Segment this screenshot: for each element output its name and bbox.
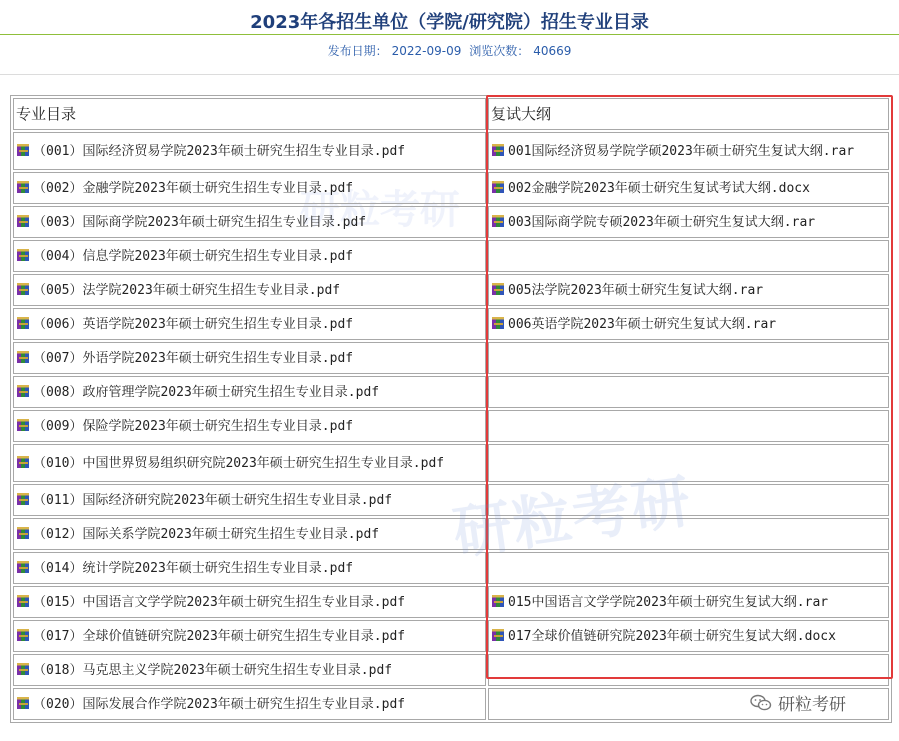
outline-cell (488, 172, 889, 204)
outline-cell (488, 132, 889, 170)
table-header-row (13, 98, 889, 130)
table-row (13, 444, 889, 482)
catalog-file-link[interactable]: （007）外语学院2023年硕士研究生招生专业目录.pdf (33, 350, 354, 366)
outline-cell (488, 376, 889, 408)
winrar-books-icon (16, 560, 31, 574)
catalog-cell (13, 410, 486, 442)
table-row (13, 518, 889, 550)
page-title: 2023年各招生单位（学院/研究院）招生专业目录 (250, 12, 649, 33)
winrar-books-icon (16, 662, 31, 676)
table-row (13, 132, 889, 170)
catalog-file-link[interactable]: （010）中国世界贸易组织研究院2023年硕士研究生招生专业目录.pdf (33, 455, 445, 471)
page-header (0, 0, 899, 70)
winrar-books-icon (491, 143, 506, 157)
outline-cell (488, 410, 889, 442)
catalog-cell (13, 444, 486, 482)
table-row (13, 376, 889, 408)
views-count: 40669 (533, 44, 572, 58)
winrar-books-icon (491, 594, 506, 608)
outline-file-link[interactable]: 017全球价值链研究院2023年硕士研究生复试大纲.docx (508, 628, 836, 644)
winrar-books-icon (16, 248, 31, 262)
catalog-file-link[interactable]: （015）中国语言文学学院2023年硕士研究生招生专业目录.pdf (33, 594, 406, 610)
catalog-cell (13, 654, 486, 686)
winrar-books-icon (16, 418, 31, 432)
catalog-file-link[interactable]: （014）统计学院2023年硕士研究生招生专业目录.pdf (33, 560, 354, 576)
catalog-cell (13, 240, 486, 272)
catalog-file-link[interactable]: （012）国际关系学院2023年硕士研究生招生专业目录.pdf (33, 526, 380, 542)
column-header-outline: 复试大纲 (488, 98, 889, 130)
winrar-books-icon (16, 455, 31, 469)
catalog-cell (13, 484, 486, 516)
outline-cell (488, 342, 889, 374)
outline-file-link[interactable]: 003国际商学院专硕2023年硕士研究生复试大纲.rar (508, 214, 816, 230)
catalog-cell (13, 342, 486, 374)
winrar-books-icon (16, 492, 31, 506)
outline-cell (488, 444, 889, 482)
catalog-file-link[interactable]: （017）全球价值链研究院2023年硕士研究生招生专业目录.pdf (33, 628, 406, 644)
catalog-file-link[interactable]: （008）政府管理学院2023年硕士研究生招生专业目录.pdf (33, 384, 380, 400)
winrar-books-icon (491, 316, 506, 330)
catalog-cell (13, 552, 486, 584)
winrar-books-icon (16, 384, 31, 398)
outline-cell (488, 274, 889, 306)
catalog-file-link[interactable]: （001）国际经济贸易学院2023年硕士研究生招生专业目录.pdf (33, 143, 406, 159)
outline-cell (488, 654, 889, 686)
catalog-file-link[interactable]: （002）金融学院2023年硕士研究生招生专业目录.pdf (33, 180, 354, 196)
catalog-cell (13, 586, 486, 618)
table-row (13, 552, 889, 584)
catalog-file-link[interactable]: （011）国际经济研究院2023年硕士研究生招生专业目录.pdf (33, 492, 393, 508)
outline-file-link[interactable]: 002金融学院2023年硕士研究生复试考试大纲.docx (508, 180, 810, 196)
catalog-file-link[interactable]: （005）法学院2023年硕士研究生招生专业目录.pdf (33, 282, 341, 298)
winrar-books-icon (491, 180, 506, 194)
table-row (13, 240, 889, 272)
winrar-books-icon (16, 628, 31, 642)
outline-cell (488, 552, 889, 584)
winrar-books-icon (491, 282, 506, 296)
catalog-file-link[interactable]: （018）马克思主义学院2023年硕士研究生招生专业目录.pdf (33, 662, 393, 678)
catalog-cell (13, 132, 486, 170)
winrar-books-icon (491, 214, 506, 228)
outline-cell (488, 518, 889, 550)
publish-label: 发布日期： (327, 44, 388, 58)
watermark-center: 研粒考研 (449, 466, 697, 568)
winrar-books-icon (16, 350, 31, 364)
catalog-rows (13, 132, 889, 720)
brand-badge (750, 690, 846, 715)
winrar-books-icon (16, 143, 31, 157)
winrar-books-icon (491, 628, 506, 642)
catalog-cell (13, 688, 486, 720)
catalog-cell (13, 274, 486, 306)
catalog-file-link[interactable]: （003）国际商学院2023年硕士研究生招生专业目录.pdf (33, 214, 367, 230)
outline-file-link[interactable]: 005法学院2023年硕士研究生复试大纲.rar (508, 282, 764, 298)
winrar-books-icon (16, 282, 31, 296)
outline-cell (488, 484, 889, 516)
outline-cell (488, 240, 889, 272)
winrar-books-icon (16, 316, 31, 330)
outline-cell (488, 308, 889, 340)
views-label: 浏览次数： (469, 44, 530, 58)
catalog-file-link[interactable]: （006）英语学院2023年硕士研究生招生专业目录.pdf (33, 316, 354, 332)
table-row (13, 274, 889, 306)
catalog-cell (13, 620, 486, 652)
header-divider (0, 74, 899, 75)
winrar-books-icon (16, 526, 31, 540)
table-row (13, 654, 889, 686)
brand-name: 研粒考研 (778, 695, 846, 715)
column-header-catalog: 专业目录 (13, 98, 486, 130)
table-row (13, 410, 889, 442)
table-row (13, 308, 889, 340)
table-row (13, 484, 889, 516)
outline-file-link[interactable]: 015中国语言文学学院2023年硕士研究生复试大纲.rar (508, 594, 829, 610)
table-row (13, 206, 889, 238)
outline-cell (488, 620, 889, 652)
outline-file-link[interactable]: 001国际经济贸易学院学硕2023年硕士研究生复试大纲.rar (508, 143, 855, 159)
catalog-cell (13, 206, 486, 238)
winrar-books-icon (16, 594, 31, 608)
watermark-top: 研粒考研 (300, 187, 460, 233)
table-row (13, 172, 889, 204)
outline-cell (488, 586, 889, 618)
outline-cell (488, 206, 889, 238)
winrar-books-icon (16, 696, 31, 710)
catalog-file-link[interactable]: （009）保险学院2023年硕士研究生招生专业目录.pdf (33, 418, 354, 434)
outline-file-link[interactable]: 006英语学院2023年硕士研究生复试大纲.rar (508, 316, 777, 332)
table-row (13, 620, 889, 652)
table-row (13, 586, 889, 618)
table-row (13, 342, 889, 374)
wechat-icon (750, 694, 772, 712)
title-divider (0, 34, 899, 35)
catalog-cell (13, 376, 486, 408)
winrar-books-icon (16, 214, 31, 228)
publish-date: 2022-09-09 (391, 44, 462, 58)
meta-line (0, 42, 899, 59)
catalog-file-link[interactable]: （020）国际发展合作学院2023年硕士研究生招生专业目录.pdf (33, 696, 406, 712)
catalog-cell (13, 172, 486, 204)
winrar-books-icon (16, 180, 31, 194)
catalog-cell (13, 308, 486, 340)
catalog-file-link[interactable]: （004）信息学院2023年硕士研究生招生专业目录.pdf (33, 248, 354, 264)
catalog-cell (13, 518, 486, 550)
catalog-table (10, 95, 892, 723)
